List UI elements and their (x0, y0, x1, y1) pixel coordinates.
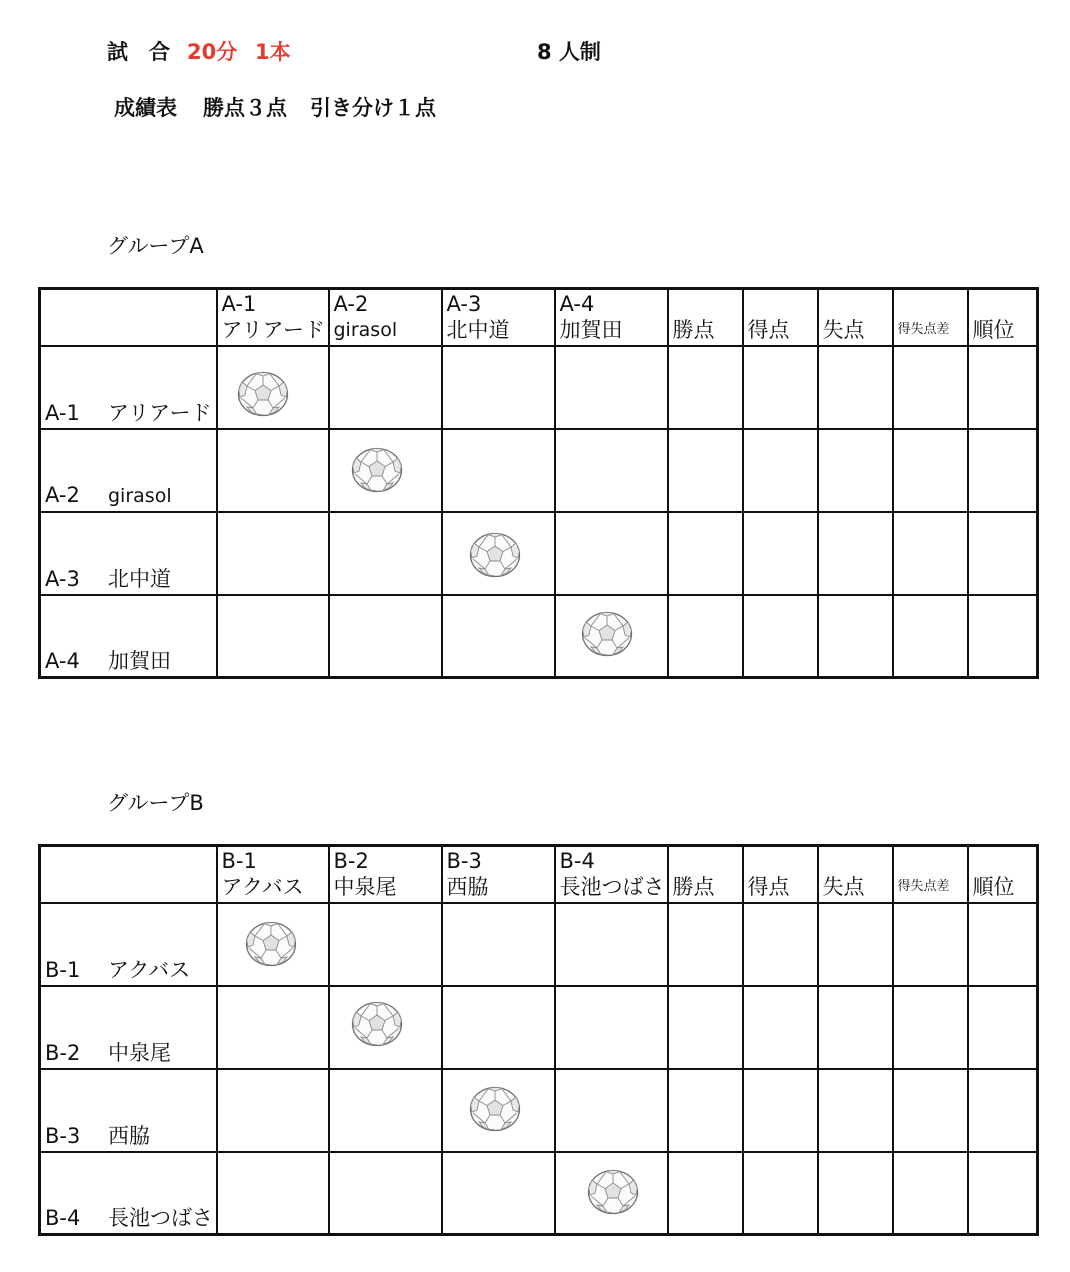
stat-cell (668, 986, 743, 1069)
column-header-goals-against: 失点 (818, 289, 893, 346)
row-label-cell (40, 903, 217, 986)
row-label-cell (40, 986, 217, 1069)
stat-cell (743, 986, 818, 1069)
result-cell (329, 1069, 442, 1152)
soccer-ball-icon (469, 532, 521, 578)
stat-cell (818, 986, 893, 1069)
result-cell (442, 903, 555, 986)
team-code: A-3 (45, 566, 80, 591)
stat-cell (668, 595, 743, 678)
match-periods: 1本 (255, 40, 291, 64)
row-label-cell (40, 346, 217, 429)
stat-cell (968, 903, 1038, 986)
result-cell (217, 512, 329, 595)
stat-cell (668, 346, 743, 429)
team-row (40, 1069, 1038, 1152)
stat-cell (968, 986, 1038, 1069)
stat-cell (743, 429, 818, 512)
column-header-team (442, 289, 555, 346)
result-cell (555, 1069, 668, 1152)
team-row (40, 1152, 1038, 1235)
team-name: 長池つばさ (559, 874, 665, 899)
row-label-cell (40, 512, 217, 595)
result-cell (217, 986, 329, 1069)
soccer-ball-icon (469, 1086, 521, 1132)
result-cell (217, 1069, 329, 1152)
stat-cell (968, 429, 1038, 512)
column-header-team (329, 289, 442, 346)
team-code: A-3 (446, 291, 482, 316)
group-b-table (38, 844, 1039, 1236)
result-cell (329, 346, 442, 429)
stat-cell (893, 1069, 968, 1152)
result-cell (555, 429, 668, 512)
draw-points-rule: 引き分け１点 (310, 96, 436, 120)
stat-cell (968, 1152, 1038, 1235)
stat-cell (818, 512, 893, 595)
self-match-cell (329, 986, 442, 1069)
soccer-ball-icon (581, 611, 633, 657)
stat-cell (668, 1152, 743, 1235)
result-cell (442, 346, 555, 429)
stat-cell (743, 595, 818, 678)
column-header-goal-difference: 得失点差 (893, 289, 968, 346)
result-cell (555, 512, 668, 595)
group-a-title: グループA (107, 234, 204, 258)
stat-cell (668, 429, 743, 512)
team-code: B-3 (446, 848, 482, 873)
result-cell (442, 986, 555, 1069)
team-name: 長池つばさ (108, 1206, 213, 1230)
group-b-title: グループB (107, 791, 204, 815)
team-row (40, 512, 1038, 595)
column-header-rank: 順位 (968, 846, 1038, 903)
team-name: 中泉尾 (333, 874, 397, 899)
self-match-cell (217, 346, 329, 429)
stat-cell (818, 346, 893, 429)
soccer-ball-icon (587, 1169, 639, 1215)
row-label-cell (40, 595, 217, 678)
team-name: 北中道 (108, 566, 171, 591)
team-code: B-1 (221, 848, 257, 873)
team-code: A-4 (559, 291, 595, 316)
stat-cell (968, 1069, 1038, 1152)
stat-cell (893, 346, 968, 429)
team-name: 北中道 (446, 317, 510, 342)
self-match-cell (329, 429, 442, 512)
result-cell (329, 1152, 442, 1235)
self-match-cell (217, 903, 329, 986)
team-row (40, 429, 1038, 512)
group-a-table (38, 287, 1039, 679)
stat-cell (668, 512, 743, 595)
column-header-win-points: 勝点 (668, 289, 743, 346)
team-row (40, 346, 1038, 429)
result-cell (555, 986, 668, 1069)
team-code: A-2 (333, 291, 369, 316)
column-header-goals-for: 得点 (743, 846, 818, 903)
result-cell (442, 429, 555, 512)
self-match-cell (555, 595, 668, 678)
win-points-rule: 勝点３点 (203, 96, 287, 120)
team-name: 加賀田 (108, 649, 171, 673)
soccer-ball-icon (237, 371, 289, 417)
result-cell (555, 903, 668, 986)
team-name: 加賀田 (559, 317, 623, 342)
column-header-goals-against: 失点 (818, 846, 893, 903)
result-cell (329, 903, 442, 986)
team-code: B-1 (45, 957, 81, 982)
scoring-title: 成績表 (114, 96, 177, 120)
stat-cell (743, 346, 818, 429)
stat-cell (893, 512, 968, 595)
self-match-cell (442, 512, 555, 595)
column-header-team (217, 289, 329, 346)
row-label-cell (40, 1069, 217, 1152)
stat-cell (818, 429, 893, 512)
stat-cell (893, 429, 968, 512)
stat-cell (968, 346, 1038, 429)
team-code: A-2 (45, 482, 80, 507)
result-cell (442, 595, 555, 678)
team-name: アリアード (108, 400, 212, 425)
team-name: アクバス (108, 957, 191, 982)
stat-cell (893, 986, 968, 1069)
team-name: 中泉尾 (108, 1040, 171, 1065)
stat-cell (893, 595, 968, 678)
team-format: 8 人制 (537, 40, 601, 64)
column-header-team (555, 289, 668, 346)
match-label: 試 合 (107, 40, 170, 64)
soccer-ball-icon (245, 921, 297, 967)
stat-cell (743, 903, 818, 986)
team-name: アクバス (221, 874, 304, 899)
stat-cell (668, 903, 743, 986)
match-duration: 20分 (187, 40, 238, 64)
team-name: girasol (108, 484, 172, 507)
stat-cell (968, 512, 1038, 595)
result-cell (217, 429, 329, 512)
soccer-ball-icon (351, 447, 403, 493)
result-cell (555, 346, 668, 429)
row-label-cell (40, 429, 217, 512)
team-code: A-4 (45, 649, 80, 673)
header-row (40, 289, 1038, 346)
team-name: 西脇 (446, 874, 489, 899)
team-row (40, 903, 1038, 986)
stat-cell (818, 1152, 893, 1235)
corner-cell (40, 289, 217, 346)
team-code: B-4 (45, 1206, 81, 1230)
result-cell (329, 595, 442, 678)
row-label-cell (40, 1152, 217, 1235)
result-cell (217, 1152, 329, 1235)
stat-cell (893, 903, 968, 986)
team-name: アリアード (221, 317, 326, 342)
self-match-cell (442, 1069, 555, 1152)
header-row (40, 846, 1038, 903)
team-code: A-1 (45, 400, 80, 425)
stat-cell (668, 1069, 743, 1152)
stat-cell (818, 1069, 893, 1152)
column-header-goals-for: 得点 (743, 289, 818, 346)
column-header-team (442, 846, 555, 903)
self-match-cell (555, 1152, 668, 1235)
result-cell (442, 1152, 555, 1235)
team-row (40, 986, 1038, 1069)
stat-cell (893, 1152, 968, 1235)
stat-cell (743, 1152, 818, 1235)
column-header-rank: 順位 (968, 289, 1038, 346)
corner-cell (40, 846, 217, 903)
soccer-ball-icon (351, 1001, 403, 1047)
team-code: A-1 (221, 291, 257, 316)
team-code: B-4 (559, 848, 595, 873)
team-row (40, 595, 1038, 678)
stat-cell (743, 512, 818, 595)
column-header-team (217, 846, 329, 903)
column-header-goal-difference: 得失点差 (893, 846, 968, 903)
team-name: girasol (333, 318, 398, 341)
team-code: B-2 (45, 1040, 81, 1065)
result-cell (217, 595, 329, 678)
team-code: B-2 (333, 848, 369, 873)
team-code: B-3 (45, 1123, 81, 1148)
stat-cell (743, 1069, 818, 1152)
stat-cell (968, 595, 1038, 678)
column-header-team (555, 846, 668, 903)
column-header-win-points: 勝点 (668, 846, 743, 903)
column-header-team (329, 846, 442, 903)
stat-cell (818, 903, 893, 986)
team-name: 西脇 (108, 1123, 150, 1148)
stat-cell (818, 595, 893, 678)
result-cell (329, 512, 442, 595)
